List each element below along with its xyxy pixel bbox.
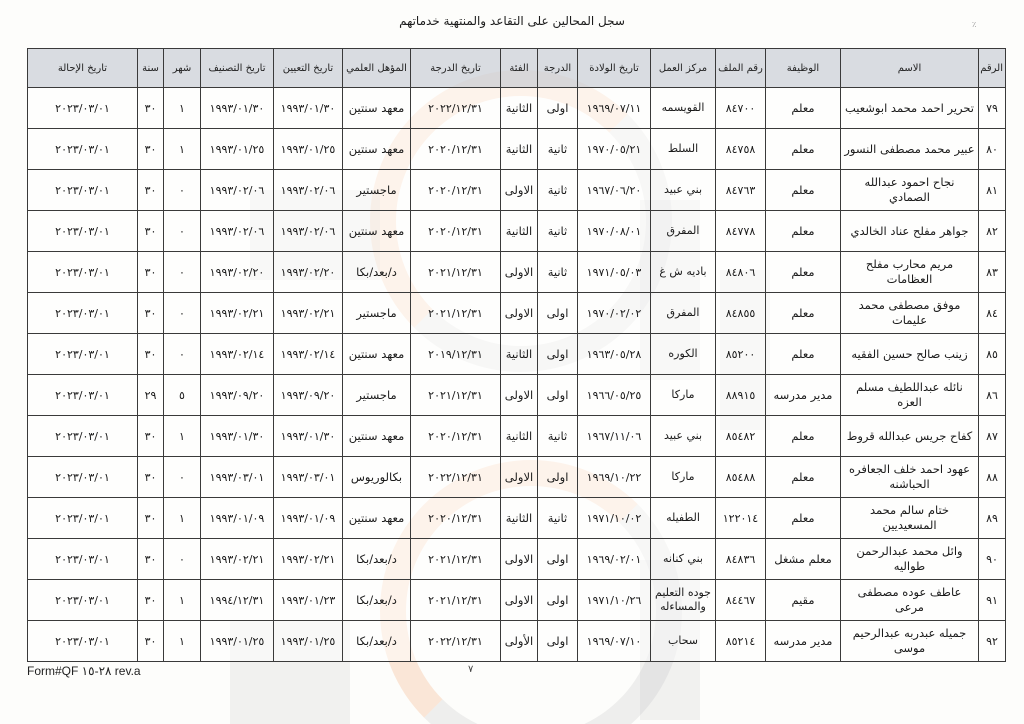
cell-work-center: الكوره xyxy=(651,334,716,375)
cell-number: ٨٦ xyxy=(979,375,1006,416)
cell-number: ٨٩ xyxy=(979,498,1006,539)
cell-category: الأولى xyxy=(501,621,538,662)
cell-classification-date: ١٩٩٣/٠٢/١٤ xyxy=(201,334,274,375)
header-months: شهر xyxy=(164,49,201,88)
cell-years: ٣٠ xyxy=(138,580,164,621)
cell-file-no: ٨٤٧٦٣ xyxy=(716,170,766,211)
cell-number: ٨٨ xyxy=(979,457,1006,498)
cell-file-no: ٨٤٨٥٥ xyxy=(716,293,766,334)
cell-qualification: بكالوريوس xyxy=(343,457,411,498)
cell-referral-date: ٢٠٢٣/٠٣/٠١ xyxy=(28,498,138,539)
cell-name: وائل محمد عبدالرحمن طواليه xyxy=(841,539,979,580)
cell-years: ٣٠ xyxy=(138,539,164,580)
cell-file-no: ٨٥٢٠٠ xyxy=(716,334,766,375)
cell-qualification: معهد سنتين xyxy=(343,88,411,129)
cell-grade: اولى xyxy=(538,334,578,375)
cell-appointment-date: ١٩٩٣/٠٢/٠٦ xyxy=(274,211,343,252)
cell-job: معلم xyxy=(766,252,841,293)
cell-name: مريم محارب مفلح العظامات xyxy=(841,252,979,293)
cell-appointment-date: ١٩٩٣/٠١/٢٥ xyxy=(274,621,343,662)
cell-number: ٨٧ xyxy=(979,416,1006,457)
cell-appointment-date: ١٩٩٣/٠٢/٢١ xyxy=(274,293,343,334)
cell-appointment-date: ١٩٩٣/٠١/٣٠ xyxy=(274,416,343,457)
cell-file-no: ٨٤٧٧٨ xyxy=(716,211,766,252)
cell-referral-date: ٢٠٢٣/٠٣/٠١ xyxy=(28,457,138,498)
cell-referral-date: ٢٠٢٣/٠٣/٠١ xyxy=(28,170,138,211)
cell-category: الثانية xyxy=(501,129,538,170)
cell-job: معلم xyxy=(766,416,841,457)
table-row xyxy=(28,457,1006,498)
cell-grade: اولى xyxy=(538,621,578,662)
cell-referral-date: ٢٠٢٣/٠٣/٠١ xyxy=(28,416,138,457)
cell-months: ٠ xyxy=(164,211,201,252)
cell-classification-date: ١٩٩٤/١٢/٣١ xyxy=(201,580,274,621)
cell-number: ٨٢ xyxy=(979,211,1006,252)
cell-qualification: معهد سنتين xyxy=(343,498,411,539)
header-classification-date: تاريخ التصنيف xyxy=(201,49,274,88)
cell-birth-date: ١٩٦٣/٠٥/٢٨ xyxy=(578,334,651,375)
cell-number: ٩٠ xyxy=(979,539,1006,580)
cell-years: ٣٠ xyxy=(138,129,164,170)
cell-birth-date: ١٩٧٠/٠٨/٠١ xyxy=(578,211,651,252)
cell-birth-date: ١٩٧١/٠٥/٠٣ xyxy=(578,252,651,293)
cell-qualification: د/بعد/بكا xyxy=(343,580,411,621)
cell-work-center: المفرق xyxy=(651,211,716,252)
cell-job: معلم xyxy=(766,293,841,334)
cell-months: ٠ xyxy=(164,252,201,293)
cell-years: ٣٠ xyxy=(138,211,164,252)
cell-months: ١ xyxy=(164,129,201,170)
cell-grade: اولى xyxy=(538,293,578,334)
cell-birth-date: ١٩٧٠/٠٥/٢١ xyxy=(578,129,651,170)
cell-grade-date: ٢٠٢٢/١٢/٣١ xyxy=(411,457,501,498)
cell-category: الاولى xyxy=(501,580,538,621)
cell-appointment-date: ١٩٩٣/٠١/٢٣ xyxy=(274,580,343,621)
table-row xyxy=(28,170,1006,211)
header-name: الاسم xyxy=(841,49,979,88)
table-row xyxy=(28,334,1006,375)
table-body xyxy=(28,88,1006,662)
cell-qualification: د/بعد/بكا xyxy=(343,539,411,580)
cell-classification-date: ١٩٩٣/٠٢/٢٠ xyxy=(201,252,274,293)
cell-classification-date: ١٩٩٣/٠١/٣٠ xyxy=(201,416,274,457)
table-row xyxy=(28,211,1006,252)
cell-birth-date: ١٩٦٩/٠٢/٠١ xyxy=(578,539,651,580)
cell-months: ١ xyxy=(164,621,201,662)
cell-appointment-date: ١٩٩٣/٠٣/٠١ xyxy=(274,457,343,498)
cell-name: كفاح جريس عبدالله قروط xyxy=(841,416,979,457)
cell-birth-date: ١٩٦٩/١٠/٢٢ xyxy=(578,457,651,498)
cell-classification-date: ١٩٩٣/٠٢/٠٦ xyxy=(201,170,274,211)
header-appointment-date: تاريخ التعيين xyxy=(274,49,343,88)
cell-category: الاولى xyxy=(501,457,538,498)
cell-qualification: د/بعد/بكا xyxy=(343,621,411,662)
cell-months: ٠ xyxy=(164,293,201,334)
cell-grade: اولى xyxy=(538,375,578,416)
cell-qualification: د/بعد/بكا xyxy=(343,252,411,293)
cell-classification-date: ١٩٩٣/٠١/٢٥ xyxy=(201,621,274,662)
cell-name: نجاح احمود عبدالله الصمادي xyxy=(841,170,979,211)
cell-work-center: بني عبيد xyxy=(651,416,716,457)
cell-name: جواهر مفلح عناد الخالدي xyxy=(841,211,979,252)
cell-grade-date: ٢٠٢١/١٢/٣١ xyxy=(411,252,501,293)
cell-referral-date: ٢٠٢٣/٠٣/٠١ xyxy=(28,375,138,416)
cell-category: الاولى xyxy=(501,252,538,293)
cell-job: معلم xyxy=(766,170,841,211)
cell-birth-date: ١٩٧١/١٠/٢٦ xyxy=(578,580,651,621)
table-row xyxy=(28,416,1006,457)
cell-referral-date: ٢٠٢٣/٠٣/٠١ xyxy=(28,211,138,252)
cell-work-center: بني عبيد xyxy=(651,170,716,211)
header-qualification: المؤهل العلمي xyxy=(343,49,411,88)
cell-category: الاولى xyxy=(501,170,538,211)
cell-years: ٣٠ xyxy=(138,416,164,457)
cell-grade-date: ٢٠٢١/١٢/٣١ xyxy=(411,539,501,580)
cell-birth-date: ١٩٧١/١٠/٠٢ xyxy=(578,498,651,539)
cell-name: جميله عبدربه عبدالرحيم موسى xyxy=(841,621,979,662)
cell-job: مدير مدرسه xyxy=(766,621,841,662)
cell-grade: اولى xyxy=(538,539,578,580)
cell-grade-date: ٢٠٢١/١٢/٣١ xyxy=(411,293,501,334)
cell-classification-date: ١٩٩٣/٠٩/٢٠ xyxy=(201,375,274,416)
cell-number: ٩١ xyxy=(979,580,1006,621)
cell-grade: ثانية xyxy=(538,252,578,293)
cell-grade-date: ٢٠٢١/١٢/٣١ xyxy=(411,375,501,416)
cell-months: ١ xyxy=(164,580,201,621)
cell-number: ٧٩ xyxy=(979,88,1006,129)
cell-work-center: جوده التعليم والمساءله xyxy=(651,580,716,621)
cell-birth-date: ١٩٦٦/٠٥/٢٥ xyxy=(578,375,651,416)
cell-category: الثانية xyxy=(501,498,538,539)
cell-name: نائله عبداللطيف مسلم العزه xyxy=(841,375,979,416)
cell-grade: ثانية xyxy=(538,416,578,457)
cell-number: ٨٥ xyxy=(979,334,1006,375)
cell-qualification: ماجستير xyxy=(343,375,411,416)
cell-file-no: ٨٤٨٠٦ xyxy=(716,252,766,293)
table-row xyxy=(28,252,1006,293)
cell-appointment-date: ١٩٩٣/٠٩/٢٠ xyxy=(274,375,343,416)
cell-category: الثانية xyxy=(501,334,538,375)
cell-work-center: بني كنانه xyxy=(651,539,716,580)
cell-name: عبير محمد مصطفى النسور xyxy=(841,129,979,170)
header-category: الفئة xyxy=(501,49,538,88)
cell-birth-date: ١٩٦٧/٠٦/٢٠ xyxy=(578,170,651,211)
cell-appointment-date: ١٩٩٣/٠٢/٢١ xyxy=(274,539,343,580)
cell-file-no: ٨٤٨٣٦ xyxy=(716,539,766,580)
cell-name: زينب صالح حسين الفقيه xyxy=(841,334,979,375)
table-row xyxy=(28,129,1006,170)
cell-birth-date: ١٩٦٧/١١/٠٦ xyxy=(578,416,651,457)
cell-grade-date: ٢٠٢٢/١٢/٣١ xyxy=(411,621,501,662)
cell-category: الثانية xyxy=(501,88,538,129)
header-row xyxy=(28,49,1006,88)
cell-appointment-date: ١٩٩٣/٠٢/١٤ xyxy=(274,334,343,375)
cell-work-center: ماركا xyxy=(651,457,716,498)
cell-file-no: ٨٥٢١٤ xyxy=(716,621,766,662)
cell-grade-date: ٢٠٢٠/١٢/٣١ xyxy=(411,211,501,252)
cell-appointment-date: ١٩٩٣/٠١/٠٩ xyxy=(274,498,343,539)
cell-classification-date: ١٩٩٣/٠٢/٠٦ xyxy=(201,211,274,252)
cell-file-no: ٨٥٤٨٨ xyxy=(716,457,766,498)
cell-years: ٣٠ xyxy=(138,334,164,375)
cell-job: معلم xyxy=(766,498,841,539)
table-row xyxy=(28,580,1006,621)
cell-classification-date: ١٩٩٣/٠٣/٠١ xyxy=(201,457,274,498)
cell-file-no: ٨٥٤٨٢ xyxy=(716,416,766,457)
cell-years: ٣٠ xyxy=(138,293,164,334)
cell-job: معلم xyxy=(766,211,841,252)
cell-referral-date: ٢٠٢٣/٠٣/٠١ xyxy=(28,580,138,621)
cell-referral-date: ٢٠٢٣/٠٣/٠١ xyxy=(28,252,138,293)
table-row xyxy=(28,539,1006,580)
cell-category: الثانية xyxy=(501,211,538,252)
cell-referral-date: ٢٠٢٣/٠٣/٠١ xyxy=(28,539,138,580)
cell-months: ٠ xyxy=(164,334,201,375)
cell-qualification: معهد سنتين xyxy=(343,416,411,457)
cell-grade: ثانية xyxy=(538,129,578,170)
cell-grade-date: ٢٠٢٠/١٢/٣١ xyxy=(411,170,501,211)
cell-grade-date: ٢٠٢٠/١٢/٣١ xyxy=(411,129,501,170)
cell-months: ١ xyxy=(164,498,201,539)
cell-job: معلم مشغل xyxy=(766,539,841,580)
cell-qualification: معهد سنتين xyxy=(343,129,411,170)
cell-job: مقيم xyxy=(766,580,841,621)
header-file-no: رقم الملف xyxy=(716,49,766,88)
cell-work-center: المفرق xyxy=(651,293,716,334)
cell-job: معلم xyxy=(766,334,841,375)
cell-job: معلم xyxy=(766,129,841,170)
cell-classification-date: ١٩٩٣/٠٢/٢١ xyxy=(201,293,274,334)
corner-mark: ٪ xyxy=(972,20,977,29)
cell-work-center: سحاب xyxy=(651,621,716,662)
cell-work-center: ماركا xyxy=(651,375,716,416)
cell-qualification: ماجستير xyxy=(343,170,411,211)
cell-appointment-date: ١٩٩٣/٠٢/٠٦ xyxy=(274,170,343,211)
cell-grade-date: ٢٠٢١/١٢/٣١ xyxy=(411,580,501,621)
cell-job: مدير مدرسه xyxy=(766,375,841,416)
cell-qualification: ماجستير xyxy=(343,293,411,334)
header-birth-date: تاريخ الولادة xyxy=(578,49,651,88)
cell-grade: اولى xyxy=(538,88,578,129)
cell-grade: ثانية xyxy=(538,498,578,539)
table-row xyxy=(28,621,1006,662)
cell-grade: ثانية xyxy=(538,170,578,211)
cell-months: ١ xyxy=(164,88,201,129)
cell-file-no: ٨٤٧٥٨ xyxy=(716,129,766,170)
cell-name: عاطف عوده مصطفى مرعى xyxy=(841,580,979,621)
table-row xyxy=(28,88,1006,129)
cell-birth-date: ١٩٦٩/٠٧/١٠ xyxy=(578,621,651,662)
cell-work-center: السلط xyxy=(651,129,716,170)
cell-work-center: القويسمه xyxy=(651,88,716,129)
cell-name: ختام سالم محمد المسعيديين xyxy=(841,498,979,539)
cell-years: ٣٠ xyxy=(138,457,164,498)
header-number: الرقم xyxy=(979,49,1006,88)
table-row xyxy=(28,375,1006,416)
cell-grade-date: ٢٠٢٠/١٢/٣١ xyxy=(411,498,501,539)
cell-job: معلم xyxy=(766,457,841,498)
cell-years: ٣٠ xyxy=(138,252,164,293)
cell-category: الاولى xyxy=(501,539,538,580)
cell-grade-date: ٢٠٢٠/١٢/٣١ xyxy=(411,416,501,457)
cell-months: ٠ xyxy=(164,170,201,211)
cell-number: ٨٣ xyxy=(979,252,1006,293)
header-years: سنة xyxy=(138,49,164,88)
cell-referral-date: ٢٠٢٣/٠٣/٠١ xyxy=(28,293,138,334)
cell-months: ٠ xyxy=(164,539,201,580)
cell-file-no: ١٢٢٠١٤ xyxy=(716,498,766,539)
cell-years: ٣٠ xyxy=(138,498,164,539)
cell-name: تحرير احمد محمد ابوشعيب xyxy=(841,88,979,129)
page-number: ٧ xyxy=(468,664,474,675)
cell-years: ٢٩ xyxy=(138,375,164,416)
cell-classification-date: ١٩٩٣/٠١/٢٥ xyxy=(201,129,274,170)
cell-years: ٣٠ xyxy=(138,88,164,129)
header-referral-date: تاريخ الإحالة xyxy=(28,49,138,88)
cell-classification-date: ١٩٩٣/٠١/٠٩ xyxy=(201,498,274,539)
cell-number: ٩٢ xyxy=(979,621,1006,662)
cell-appointment-date: ١٩٩٣/٠١/٢٥ xyxy=(274,129,343,170)
cell-work-center: باديه ش غ xyxy=(651,252,716,293)
header-job: الوظيفة xyxy=(766,49,841,88)
cell-referral-date: ٢٠٢٣/٠٣/٠١ xyxy=(28,334,138,375)
cell-file-no: ٨٨٩١٥ xyxy=(716,375,766,416)
header-work-center: مركز العمل xyxy=(651,49,716,88)
cell-referral-date: ٢٠٢٣/٠٣/٠١ xyxy=(28,88,138,129)
header-grade: الدرجة xyxy=(538,49,578,88)
cell-appointment-date: ١٩٩٣/٠١/٣٠ xyxy=(274,88,343,129)
table-row xyxy=(28,498,1006,539)
cell-months: ٠ xyxy=(164,457,201,498)
cell-category: الاولى xyxy=(501,375,538,416)
cell-grade: ثانية xyxy=(538,211,578,252)
retirees-register-table xyxy=(27,48,1006,662)
cell-job: معلم xyxy=(766,88,841,129)
cell-qualification: معهد سنتين xyxy=(343,334,411,375)
cell-category: الاولى xyxy=(501,293,538,334)
cell-years: ٣٠ xyxy=(138,170,164,211)
cell-grade: اولى xyxy=(538,457,578,498)
cell-number: ٨٠ xyxy=(979,129,1006,170)
cell-file-no: ٨٤٧٠٠ xyxy=(716,88,766,129)
cell-qualification: معهد سنتين xyxy=(343,211,411,252)
cell-classification-date: ١٩٩٣/٠٢/٢١ xyxy=(201,539,274,580)
cell-months: ١ xyxy=(164,416,201,457)
cell-name: عهود احمد خلف الجعافره الحباشنه xyxy=(841,457,979,498)
cell-months: ٥ xyxy=(164,375,201,416)
cell-grade: اولى xyxy=(538,580,578,621)
cell-birth-date: ١٩٧٠/٠٢/٠٢ xyxy=(578,293,651,334)
document-title: سجل المحالين على التقاعد والمنتهية خدماتهم xyxy=(399,14,625,28)
cell-number: ٨٤ xyxy=(979,293,1006,334)
form-code: Form#QF ٢٨-١٥ rev.a xyxy=(27,664,141,678)
cell-name: موفق مصطفى محمد عليمات xyxy=(841,293,979,334)
cell-referral-date: ٢٠٢٣/٠٣/٠١ xyxy=(28,129,138,170)
cell-grade-date: ٢٠٢٢/١٢/٣١ xyxy=(411,88,501,129)
cell-file-no: ٨٤٤٦٧ xyxy=(716,580,766,621)
cell-classification-date: ١٩٩٣/٠١/٣٠ xyxy=(201,88,274,129)
cell-category: الثانية xyxy=(501,416,538,457)
cell-birth-date: ١٩٦٩/٠٧/١١ xyxy=(578,88,651,129)
table-row xyxy=(28,293,1006,334)
cell-referral-date: ٢٠٢٣/٠٣/٠١ xyxy=(28,621,138,662)
header-grade-date: تاريخ الدرجة xyxy=(411,49,501,88)
cell-appointment-date: ١٩٩٣/٠٢/٢٠ xyxy=(274,252,343,293)
cell-number: ٨١ xyxy=(979,170,1006,211)
cell-work-center: الطفيله xyxy=(651,498,716,539)
cell-grade-date: ٢٠١٩/١٢/٣١ xyxy=(411,334,501,375)
cell-years: ٣٠ xyxy=(138,621,164,662)
